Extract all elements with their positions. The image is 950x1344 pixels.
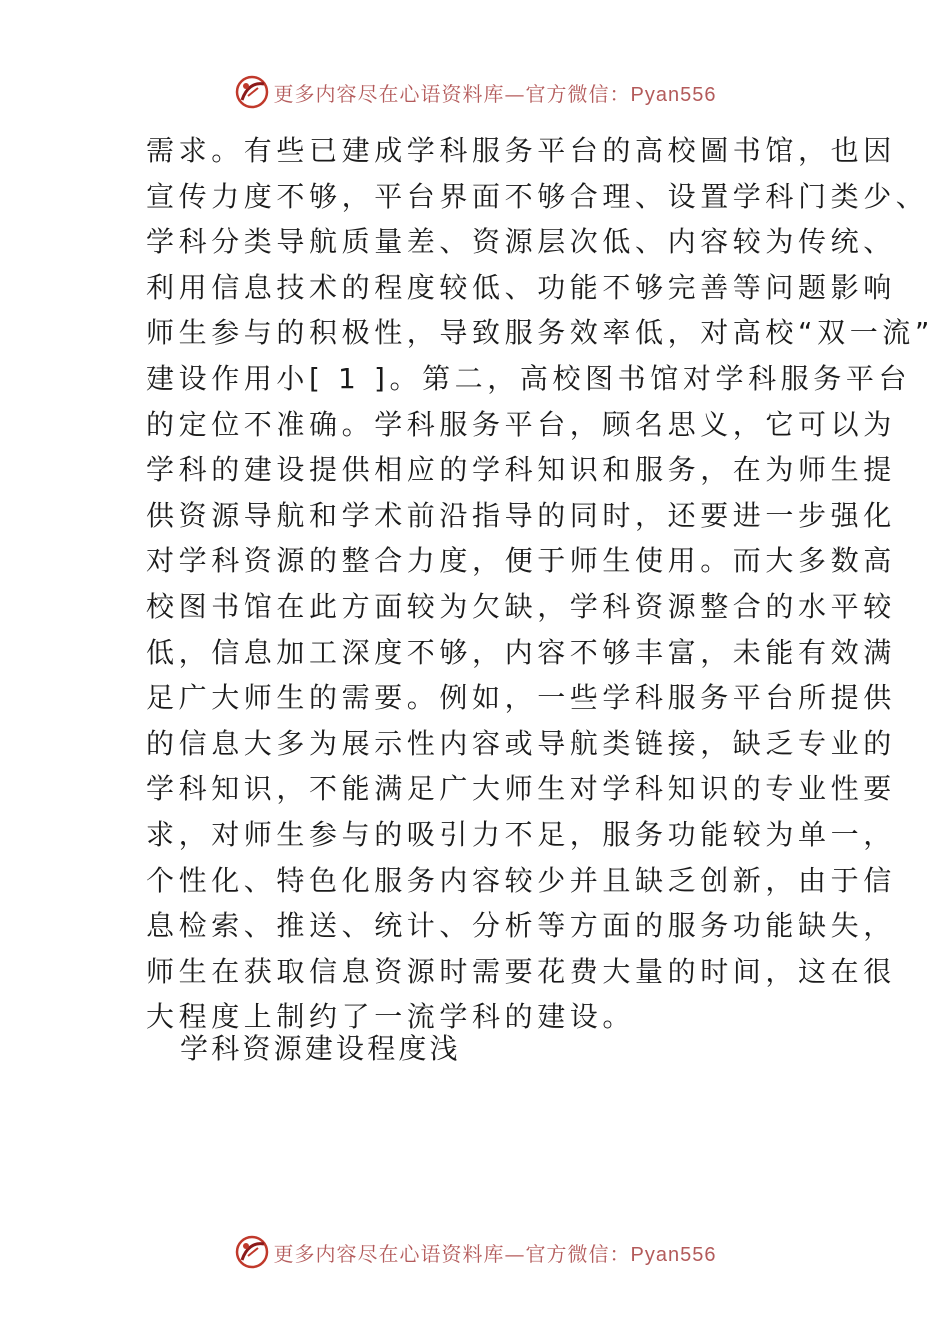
- library-logo-icon: [234, 1234, 270, 1270]
- body-paragraph: [146, 128, 935, 1040]
- paragraph-line: 对学科资源的整合力度，便于师生使用。而大多数高: [146, 544, 896, 578]
- header-banner-text: 更多内容尽在心语资料库—官方微信：Pyan556: [273, 81, 717, 106]
- paragraph-line: 需求。有些已建成学科服务平台的高校圖书馆，也因: [146, 134, 896, 167]
- paragraph-line: 师生参与的积极性，导致服务效率低，对高校“双一流”: [146, 316, 935, 350]
- paragraph-line: 宣传力度不够，平台界面不够合理、设置学科门类少、: [146, 179, 929, 213]
- footer-wechat-id: Pyan556: [630, 1243, 717, 1266]
- section-subheading: 学科资源建设程度浅: [180, 1032, 461, 1065]
- header-wechat-id: Pyan556: [630, 83, 717, 106]
- paragraph-line: 息检索、推送、统计、分析等方面的服务功能缺失，: [146, 909, 896, 943]
- library-logo-icon: [234, 74, 270, 110]
- footer-banner-text: 更多内容尽在心语资料库—官方微信：Pyan556: [273, 1241, 717, 1266]
- paragraph-line: 学科知识，不能满足广大师生对学科知识的专业性要: [146, 772, 896, 806]
- paragraph-line: 校图书馆在此方面较为欠缺，学科资源整合的水平较: [146, 589, 896, 623]
- paragraph-line: 供资源导航和学术前沿指导的同时，还要进一步强化: [146, 498, 896, 532]
- paragraph-line: 利用信息技术的程度较低、功能不够完善等问题影响: [146, 270, 896, 304]
- paragraph-line: 求，对师生参与的吸引力不足，服务功能较为单一，: [146, 817, 896, 851]
- paragraph-line: 师生在获取信息资源时需要花费大量的时间，这在很: [146, 954, 896, 988]
- paragraph-line: 足广大师生的需要。例如，一些学科服务平台所提供: [146, 681, 896, 715]
- footer-banner: [0, 1232, 950, 1272]
- paragraph-line: 低，信息加工深度不够，内容不够丰富，未能有效满: [146, 635, 896, 669]
- paragraph-line: 的定位不准确。学科服务平台，顾名思义，它可以为: [146, 407, 896, 441]
- paragraph-line: 学科的建设提供相应的学科知识和服务，在为师生提: [146, 453, 896, 487]
- paragraph-line: 个性化、特色化服务内容较少并且缺乏创新，由于信: [146, 863, 896, 897]
- paragraph-line: 大程度上制约了一流学科的建设。: [146, 1000, 636, 1034]
- paragraph-line: 的信息大多为展示性内容或导航类链接，缺乏专业的: [146, 726, 896, 760]
- paragraph-line: 建设作用小[ 1 ]。第二，高校图书馆对学科服务平台: [146, 361, 912, 395]
- header-banner: [0, 72, 950, 112]
- paragraph-line: 学科分类导航质量差、资源层次低、内容较为传统、: [146, 225, 896, 259]
